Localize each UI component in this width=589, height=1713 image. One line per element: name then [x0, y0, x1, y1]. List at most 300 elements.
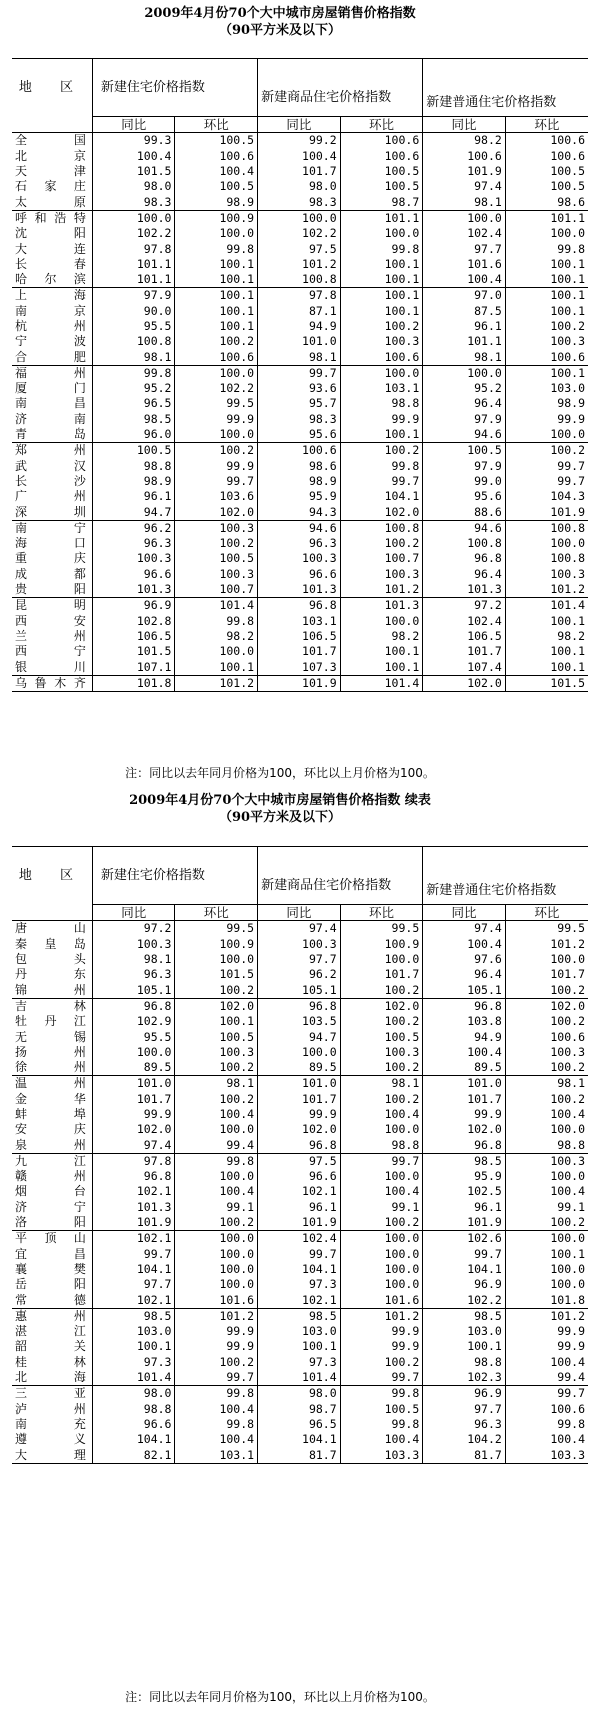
new-commercial-yoy-cell: 100.8: [258, 272, 341, 288]
new-housing-mom-cell: 99.4: [175, 1137, 258, 1153]
table-row: [12, 614, 588, 629]
new-commercial-yoy-cell: 107.3: [258, 659, 341, 675]
mom-header: 环比: [505, 117, 588, 133]
new-housing-mom-cell: 100.1: [175, 257, 258, 272]
new-commercial-yoy-cell: 97.8: [258, 288, 341, 304]
region-cell: 桂 林: [15, 1354, 86, 1369]
new-housing-yoy-cell: 101.3: [92, 1200, 175, 1215]
new-ordinary-yoy-cell: 97.0: [423, 288, 506, 304]
table-row: [12, 921, 588, 937]
new-commercial-mom-cell: 99.5: [340, 921, 423, 937]
region-cell: 遵 义: [15, 1432, 86, 1447]
new-ordinary-mom-cell: 100.2: [505, 1014, 588, 1029]
new-commercial-mom-cell: 101.2: [340, 582, 423, 598]
new-commercial-mom-cell: 100.2: [340, 443, 423, 459]
new-ordinary-mom-cell: 100.0: [505, 1169, 588, 1184]
new-commercial-yoy-cell: 102.4: [258, 1231, 341, 1247]
new-commercial-mom-cell: 99.1: [340, 1200, 423, 1215]
new-commercial-mom-cell: 101.1: [340, 210, 423, 226]
new-commercial-mom-cell: 100.2: [340, 1215, 423, 1231]
new-ordinary-yoy-cell: 99.7: [423, 1247, 506, 1262]
new-housing-mom-cell: 100.0: [175, 644, 258, 659]
new-commercial-yoy-cell: 96.3: [258, 536, 341, 551]
new-housing-yoy-cell: 102.8: [92, 614, 175, 629]
table-row: [12, 982, 588, 998]
new-housing-mom-cell: 100.2: [175, 1092, 258, 1107]
region-cell: 北 海: [15, 1370, 86, 1385]
region-cell: 石家庄: [15, 179, 86, 194]
new-housing-group-header: 新建住宅价格指数: [92, 847, 257, 905]
new-housing-mom-cell: 99.5: [175, 396, 258, 411]
new-commercial-mom-cell: 100.2: [340, 536, 423, 551]
new-housing-yoy-cell: 101.4: [92, 1370, 175, 1386]
new-commercial-yoy-cell: 99.2: [258, 133, 341, 149]
table-row: [12, 164, 588, 179]
region-cell: 合 肥: [15, 349, 86, 364]
region-cell: 包 头: [15, 952, 86, 967]
new-commercial-yoy-cell: 105.1: [258, 982, 341, 998]
region-cell: 泉 州: [15, 1137, 86, 1152]
new-housing-mom-cell: 99.9: [175, 459, 258, 474]
new-commercial-yoy-cell: 100.4: [258, 149, 341, 164]
table-row: [12, 582, 588, 598]
new-ordinary-yoy-cell: 96.8: [423, 1137, 506, 1153]
new-ordinary-mom-cell: 99.7: [505, 459, 588, 474]
new-housing-mom-cell: 100.5: [175, 179, 258, 194]
new-ordinary-mom-cell: 99.8: [505, 241, 588, 256]
new-housing-yoy-cell: 98.0: [92, 1386, 175, 1402]
new-commercial-yoy-cell: 98.3: [258, 412, 341, 427]
new-commercial-yoy-cell: 101.7: [258, 164, 341, 179]
new-ordinary-mom-cell: 100.2: [505, 443, 588, 459]
new-ordinary-mom-cell: 99.9: [505, 412, 588, 427]
new-commercial-yoy-cell: 100.3: [258, 551, 341, 566]
new-commercial-yoy-cell: 100.3: [258, 937, 341, 952]
price-index-table: [12, 846, 588, 1464]
new-commercial-yoy-cell: 99.7: [258, 365, 341, 381]
yoy-header: 同比: [258, 905, 341, 921]
new-housing-yoy-cell: 101.5: [92, 164, 175, 179]
new-ordinary-mom-cell: 99.8: [505, 1417, 588, 1432]
new-commercial-mom-cell: 98.8: [340, 1137, 423, 1153]
new-housing-mom-cell: 100.5: [175, 1029, 258, 1044]
new-commercial-yoy-cell: 101.9: [258, 675, 341, 691]
region-header: 地 区: [12, 847, 92, 905]
region-cell: 银 川: [15, 659, 86, 674]
region-header: 地 区: [12, 59, 92, 117]
new-ordinary-mom-cell: 98.8: [505, 1137, 588, 1153]
new-commercial-yoy-cell: 93.6: [258, 381, 341, 396]
new-ordinary-mom-cell: 101.5: [505, 675, 588, 691]
new-housing-mom-cell: 100.4: [175, 1402, 258, 1417]
region-cell: 济 南: [15, 411, 86, 426]
new-ordinary-yoy-cell: 102.3: [423, 1370, 506, 1386]
new-housing-yoy-cell: 102.2: [92, 226, 175, 241]
new-ordinary-mom-cell: 99.7: [505, 474, 588, 489]
new-ordinary-mom-cell: 100.6: [505, 1402, 588, 1417]
new-ordinary-mom-cell: 100.1: [505, 614, 588, 629]
new-housing-yoy-cell: 99.8: [92, 365, 175, 381]
new-housing-yoy-cell: 98.8: [92, 459, 175, 474]
new-housing-mom-cell: 102.2: [175, 381, 258, 396]
new-housing-mom-cell: 101.2: [175, 675, 258, 691]
table-row: [12, 149, 588, 164]
new-commercial-mom-cell: 100.7: [340, 551, 423, 566]
new-commercial-mom-cell: 100.3: [340, 1045, 423, 1060]
new-ordinary-yoy-cell: 100.8: [423, 536, 506, 551]
new-ordinary-yoy-cell: 98.2: [423, 133, 506, 149]
new-housing-mom-cell: 100.9: [175, 210, 258, 226]
new-ordinary-mom-cell: 99.4: [505, 1370, 588, 1386]
new-housing-yoy-cell: 97.8: [92, 241, 175, 256]
new-housing-mom-cell: 100.4: [175, 1184, 258, 1199]
new-housing-yoy-cell: 99.3: [92, 133, 175, 149]
new-commercial-mom-cell: 100.2: [340, 319, 423, 334]
new-housing-mom-cell: 100.0: [175, 1262, 258, 1277]
new-commercial-mom-cell: 100.0: [340, 952, 423, 967]
region-cell: 广 州: [15, 489, 86, 504]
new-commercial-yoy-cell: 102.2: [258, 226, 341, 241]
new-ordinary-mom-cell: 100.1: [505, 644, 588, 659]
new-ordinary-yoy-cell: 102.0: [423, 1122, 506, 1137]
new-commercial-mom-cell: 100.0: [340, 1277, 423, 1292]
new-housing-mom-cell: 100.3: [175, 520, 258, 536]
new-ordinary-mom-cell: 101.7: [505, 967, 588, 982]
new-commercial-mom-cell: 100.6: [340, 349, 423, 365]
new-ordinary-yoy-cell: 96.8: [423, 551, 506, 566]
yoy-header: 同比: [423, 905, 506, 921]
new-housing-mom-cell: 100.2: [175, 982, 258, 998]
new-housing-mom-cell: 100.0: [175, 1277, 258, 1292]
new-commercial-mom-cell: 100.2: [340, 1092, 423, 1107]
table-row: [12, 288, 588, 304]
new-commercial-yoy-cell: 106.5: [258, 629, 341, 644]
table-row: [12, 489, 588, 504]
new-commercial-group-header: 新建商品住宅价格指数: [258, 847, 423, 905]
new-ordinary-mom-cell: 100.4: [505, 1355, 588, 1370]
table-row: [12, 937, 588, 952]
new-ordinary-yoy-cell: 96.1: [423, 319, 506, 334]
new-housing-mom-cell: 100.2: [175, 1355, 258, 1370]
new-housing-mom-cell: 100.0: [175, 1247, 258, 1262]
region-cell: 兰 州: [15, 628, 86, 643]
new-housing-mom-cell: 101.4: [175, 598, 258, 614]
new-ordinary-mom-cell: 100.3: [505, 1045, 588, 1060]
new-housing-mom-cell: 99.5: [175, 921, 258, 937]
new-ordinary-yoy-cell: 98.8: [423, 1355, 506, 1370]
new-housing-mom-cell: 100.4: [175, 164, 258, 179]
new-ordinary-mom-cell: 100.8: [505, 551, 588, 566]
new-ordinary-mom-cell: 98.6: [505, 194, 588, 210]
region-cell: 岳 阳: [15, 1277, 86, 1292]
new-ordinary-yoy-cell: 96.9: [423, 1277, 506, 1292]
new-ordinary-mom-cell: 98.2: [505, 629, 588, 644]
new-commercial-mom-cell: 99.9: [340, 1324, 423, 1339]
new-housing-yoy-cell: 102.0: [92, 1122, 175, 1137]
mom-header: 环比: [175, 905, 258, 921]
new-commercial-mom-cell: 100.6: [340, 133, 423, 149]
new-housing-yoy-cell: 97.4: [92, 1137, 175, 1153]
new-ordinary-mom-cell: 100.1: [505, 257, 588, 272]
region-cell: 长 春: [15, 256, 86, 271]
new-housing-mom-cell: 100.2: [175, 443, 258, 459]
new-commercial-yoy-cell: 97.7: [258, 952, 341, 967]
table-row: [12, 1107, 588, 1122]
new-housing-mom-cell: 100.0: [175, 1169, 258, 1184]
new-housing-mom-cell: 100.9: [175, 937, 258, 952]
new-ordinary-yoy-cell: 107.4: [423, 659, 506, 675]
region-cell: 无 锡: [15, 1029, 86, 1044]
new-commercial-yoy-cell: 94.7: [258, 1029, 341, 1044]
new-housing-yoy-cell: 100.0: [92, 210, 175, 226]
new-housing-mom-cell: 100.5: [175, 551, 258, 566]
new-ordinary-yoy-cell: 100.4: [423, 272, 506, 288]
new-housing-mom-cell: 98.2: [175, 629, 258, 644]
table-title: 2009年4月份70个大中城市房屋销售价格指数 续表: [129, 793, 431, 808]
table-row: [12, 304, 588, 319]
new-ordinary-mom-cell: 101.2: [505, 937, 588, 952]
new-commercial-mom-cell: 99.8: [340, 459, 423, 474]
new-housing-yoy-cell: 96.8: [92, 998, 175, 1014]
region-cell: 济 宁: [15, 1199, 86, 1214]
new-commercial-yoy-cell: 100.1: [258, 1339, 341, 1354]
table-row: [12, 1324, 588, 1339]
new-commercial-mom-cell: 100.5: [340, 164, 423, 179]
table-row: [12, 644, 588, 659]
new-ordinary-mom-cell: 100.8: [505, 520, 588, 536]
new-commercial-yoy-cell: 95.9: [258, 489, 341, 504]
new-commercial-mom-cell: 101.7: [340, 967, 423, 982]
table-row: [12, 952, 588, 967]
new-commercial-yoy-cell: 96.2: [258, 967, 341, 982]
new-commercial-mom-cell: 100.2: [340, 982, 423, 998]
new-commercial-mom-cell: 100.0: [340, 365, 423, 381]
new-housing-yoy-cell: 105.1: [92, 982, 175, 998]
new-ordinary-yoy-cell: 104.1: [423, 1262, 506, 1277]
new-commercial-yoy-cell: 89.5: [258, 1060, 341, 1076]
new-housing-yoy-cell: 100.5: [92, 443, 175, 459]
region-cell: 西 宁: [15, 644, 86, 659]
new-ordinary-yoy-cell: 102.6: [423, 1231, 506, 1247]
new-ordinary-mom-cell: 100.4: [505, 1184, 588, 1199]
new-housing-mom-cell: 100.6: [175, 349, 258, 365]
new-housing-mom-cell: 100.0: [175, 952, 258, 967]
new-housing-yoy-cell: 95.2: [92, 381, 175, 396]
new-commercial-mom-cell: 100.2: [340, 1355, 423, 1370]
new-commercial-mom-cell: 103.3: [340, 1447, 423, 1463]
new-commercial-yoy-cell: 98.7: [258, 1402, 341, 1417]
new-housing-mom-cell: 100.1: [175, 659, 258, 675]
new-ordinary-mom-cell: 100.6: [505, 133, 588, 149]
new-ordinary-yoy-cell: 95.9: [423, 1169, 506, 1184]
new-commercial-yoy-cell: 87.1: [258, 304, 341, 319]
table-row: [12, 474, 588, 489]
new-housing-yoy-cell: 96.6: [92, 567, 175, 582]
region-cell: 长 沙: [15, 473, 86, 488]
new-commercial-yoy-cell: 100.6: [258, 443, 341, 459]
new-housing-yoy-cell: 98.5: [92, 412, 175, 427]
new-ordinary-yoy-cell: 102.5: [423, 1184, 506, 1199]
region-cell: 沈 阳: [15, 226, 86, 241]
new-housing-mom-cell: 100.4: [175, 1432, 258, 1447]
new-housing-mom-cell: 100.0: [175, 1122, 258, 1137]
table-row: [12, 1215, 588, 1231]
new-housing-yoy-cell: 101.0: [92, 1076, 175, 1092]
new-ordinary-mom-cell: 100.2: [505, 1092, 588, 1107]
table-row: [12, 459, 588, 474]
table-row: [12, 536, 588, 551]
new-commercial-yoy-cell: 96.5: [258, 1417, 341, 1432]
region-cell: 洛 阳: [15, 1215, 86, 1230]
yoy-header: 同比: [423, 117, 506, 133]
new-commercial-mom-cell: 100.0: [340, 614, 423, 629]
new-housing-yoy-cell: 98.3: [92, 194, 175, 210]
new-housing-mom-cell: 102.0: [175, 998, 258, 1014]
new-ordinary-mom-cell: 101.8: [505, 1292, 588, 1308]
new-housing-yoy-cell: 100.8: [92, 334, 175, 349]
new-commercial-mom-cell: 99.7: [340, 1370, 423, 1386]
region-cell: 武 汉: [15, 458, 86, 473]
region-cell: 宜 昌: [15, 1246, 86, 1261]
new-housing-yoy-cell: 102.1: [92, 1231, 175, 1247]
new-housing-yoy-cell: 98.5: [92, 1308, 175, 1324]
new-commercial-mom-cell: 100.1: [340, 257, 423, 272]
new-ordinary-yoy-cell: 105.1: [423, 982, 506, 998]
new-housing-yoy-cell: 106.5: [92, 629, 175, 644]
new-housing-mom-cell: 99.9: [175, 1324, 258, 1339]
region-cell: 秦皇岛: [15, 936, 86, 951]
region-header-spacer: [12, 117, 92, 133]
new-commercial-mom-cell: 100.0: [340, 1262, 423, 1277]
new-commercial-mom-cell: 100.2: [340, 1014, 423, 1029]
new-commercial-yoy-cell: 97.5: [258, 241, 341, 256]
new-housing-yoy-cell: 104.1: [92, 1432, 175, 1447]
new-housing-mom-cell: 100.0: [175, 226, 258, 241]
new-ordinary-yoy-cell: 96.4: [423, 967, 506, 982]
new-ordinary-mom-cell: 100.6: [505, 149, 588, 164]
region-cell: 乌鲁木齐: [12, 675, 92, 691]
table-subtitle: （90平方米及以下）: [218, 23, 342, 38]
new-housing-yoy-cell: 98.9: [92, 474, 175, 489]
new-commercial-mom-cell: 99.8: [340, 241, 423, 256]
new-ordinary-mom-cell: 100.3: [505, 567, 588, 582]
table-row: [12, 1308, 588, 1324]
table-row: [12, 1402, 588, 1417]
new-ordinary-mom-cell: 100.4: [505, 1432, 588, 1447]
table-row: [12, 1169, 588, 1184]
new-commercial-mom-cell: 100.8: [340, 520, 423, 536]
region-cell: 西 安: [15, 613, 86, 628]
new-ordinary-yoy-cell: 102.4: [423, 614, 506, 629]
new-ordinary-yoy-cell: 100.1: [423, 1339, 506, 1354]
table-row: [12, 1122, 588, 1137]
new-ordinary-mom-cell: 100.1: [505, 365, 588, 381]
new-commercial-yoy-cell: 98.3: [258, 194, 341, 210]
region-cell: 惠 州: [12, 1308, 92, 1324]
table-row: [12, 998, 588, 1014]
new-commercial-yoy-cell: 97.3: [258, 1355, 341, 1370]
table-title: 2009年4月份70个大中城市房屋销售价格指数: [144, 6, 416, 21]
new-commercial-yoy-cell: 96.1: [258, 1200, 341, 1215]
new-housing-mom-cell: 100.1: [175, 272, 258, 288]
new-commercial-mom-cell: 101.6: [340, 1292, 423, 1308]
new-ordinary-mom-cell: 101.9: [505, 504, 588, 520]
new-housing-yoy-cell: 100.3: [92, 937, 175, 952]
new-commercial-mom-cell: 99.9: [340, 412, 423, 427]
new-housing-yoy-cell: 101.1: [92, 257, 175, 272]
new-commercial-mom-cell: 100.1: [340, 304, 423, 319]
new-housing-mom-cell: 100.3: [175, 1045, 258, 1060]
new-housing-yoy-cell: 100.0: [92, 1045, 175, 1060]
new-housing-mom-cell: 99.8: [175, 614, 258, 629]
table-row: [12, 365, 588, 381]
table-row: [12, 257, 588, 272]
table-row: [12, 598, 588, 614]
new-ordinary-yoy-cell: 89.5: [423, 1060, 506, 1076]
new-ordinary-mom-cell: 100.2: [505, 1060, 588, 1076]
new-ordinary-mom-cell: 100.5: [505, 179, 588, 194]
new-ordinary-yoy-cell: 100.0: [423, 365, 506, 381]
table-row: [12, 629, 588, 644]
region-cell: 扬 州: [15, 1044, 86, 1059]
table-row: [12, 319, 588, 334]
new-housing-mom-cell: 100.4: [175, 1107, 258, 1122]
new-housing-group-header: 新建住宅价格指数: [92, 59, 257, 117]
new-housing-yoy-cell: 96.5: [92, 396, 175, 411]
table-row: [12, 1417, 588, 1432]
new-ordinary-mom-cell: 103.3: [505, 1447, 588, 1463]
new-commercial-yoy-cell: 100.0: [258, 1045, 341, 1060]
new-ordinary-mom-cell: 98.1: [505, 1076, 588, 1092]
region-cell: 三 亚: [12, 1386, 92, 1402]
table-row: [12, 396, 588, 411]
new-ordinary-yoy-cell: 102.0: [423, 675, 506, 691]
region-cell: 丹 东: [15, 967, 86, 982]
new-commercial-mom-cell: 100.4: [340, 1432, 423, 1447]
new-ordinary-yoy-cell: 96.8: [423, 998, 506, 1014]
region-cell: 杭 州: [15, 319, 86, 333]
new-ordinary-mom-cell: 100.0: [505, 427, 588, 443]
table-row: [12, 504, 588, 520]
table-row: [12, 520, 588, 536]
new-ordinary-mom-cell: 100.4: [505, 1107, 588, 1122]
table-row: [12, 194, 588, 210]
new-ordinary-yoy-cell: 97.9: [423, 412, 506, 427]
new-commercial-mom-cell: 100.0: [340, 1122, 423, 1137]
new-commercial-yoy-cell: 103.0: [258, 1324, 341, 1339]
new-commercial-yoy-cell: 97.4: [258, 921, 341, 937]
new-housing-mom-cell: 100.7: [175, 582, 258, 598]
new-commercial-mom-cell: 100.1: [340, 288, 423, 304]
new-ordinary-yoy-cell: 101.9: [423, 164, 506, 179]
new-ordinary-yoy-cell: 94.6: [423, 520, 506, 536]
new-commercial-mom-cell: 100.5: [340, 1402, 423, 1417]
new-ordinary-yoy-cell: 106.5: [423, 629, 506, 644]
new-ordinary-yoy-cell: 98.1: [423, 349, 506, 365]
new-commercial-yoy-cell: 95.6: [258, 427, 341, 443]
new-ordinary-yoy-cell: 98.5: [423, 1308, 506, 1324]
new-housing-yoy-cell: 97.2: [92, 921, 175, 937]
new-ordinary-yoy-cell: 97.4: [423, 179, 506, 194]
new-housing-yoy-cell: 97.8: [92, 1153, 175, 1169]
new-housing-mom-cell: 100.6: [175, 149, 258, 164]
new-ordinary-group-header: 新建普通住宅价格指数: [423, 59, 588, 117]
new-commercial-mom-cell: 100.1: [340, 644, 423, 659]
new-ordinary-yoy-cell: 96.4: [423, 567, 506, 582]
region-cell: 全 国: [12, 133, 92, 149]
new-commercial-yoy-cell: 96.6: [258, 567, 341, 582]
new-housing-yoy-cell: 101.1: [92, 272, 175, 288]
